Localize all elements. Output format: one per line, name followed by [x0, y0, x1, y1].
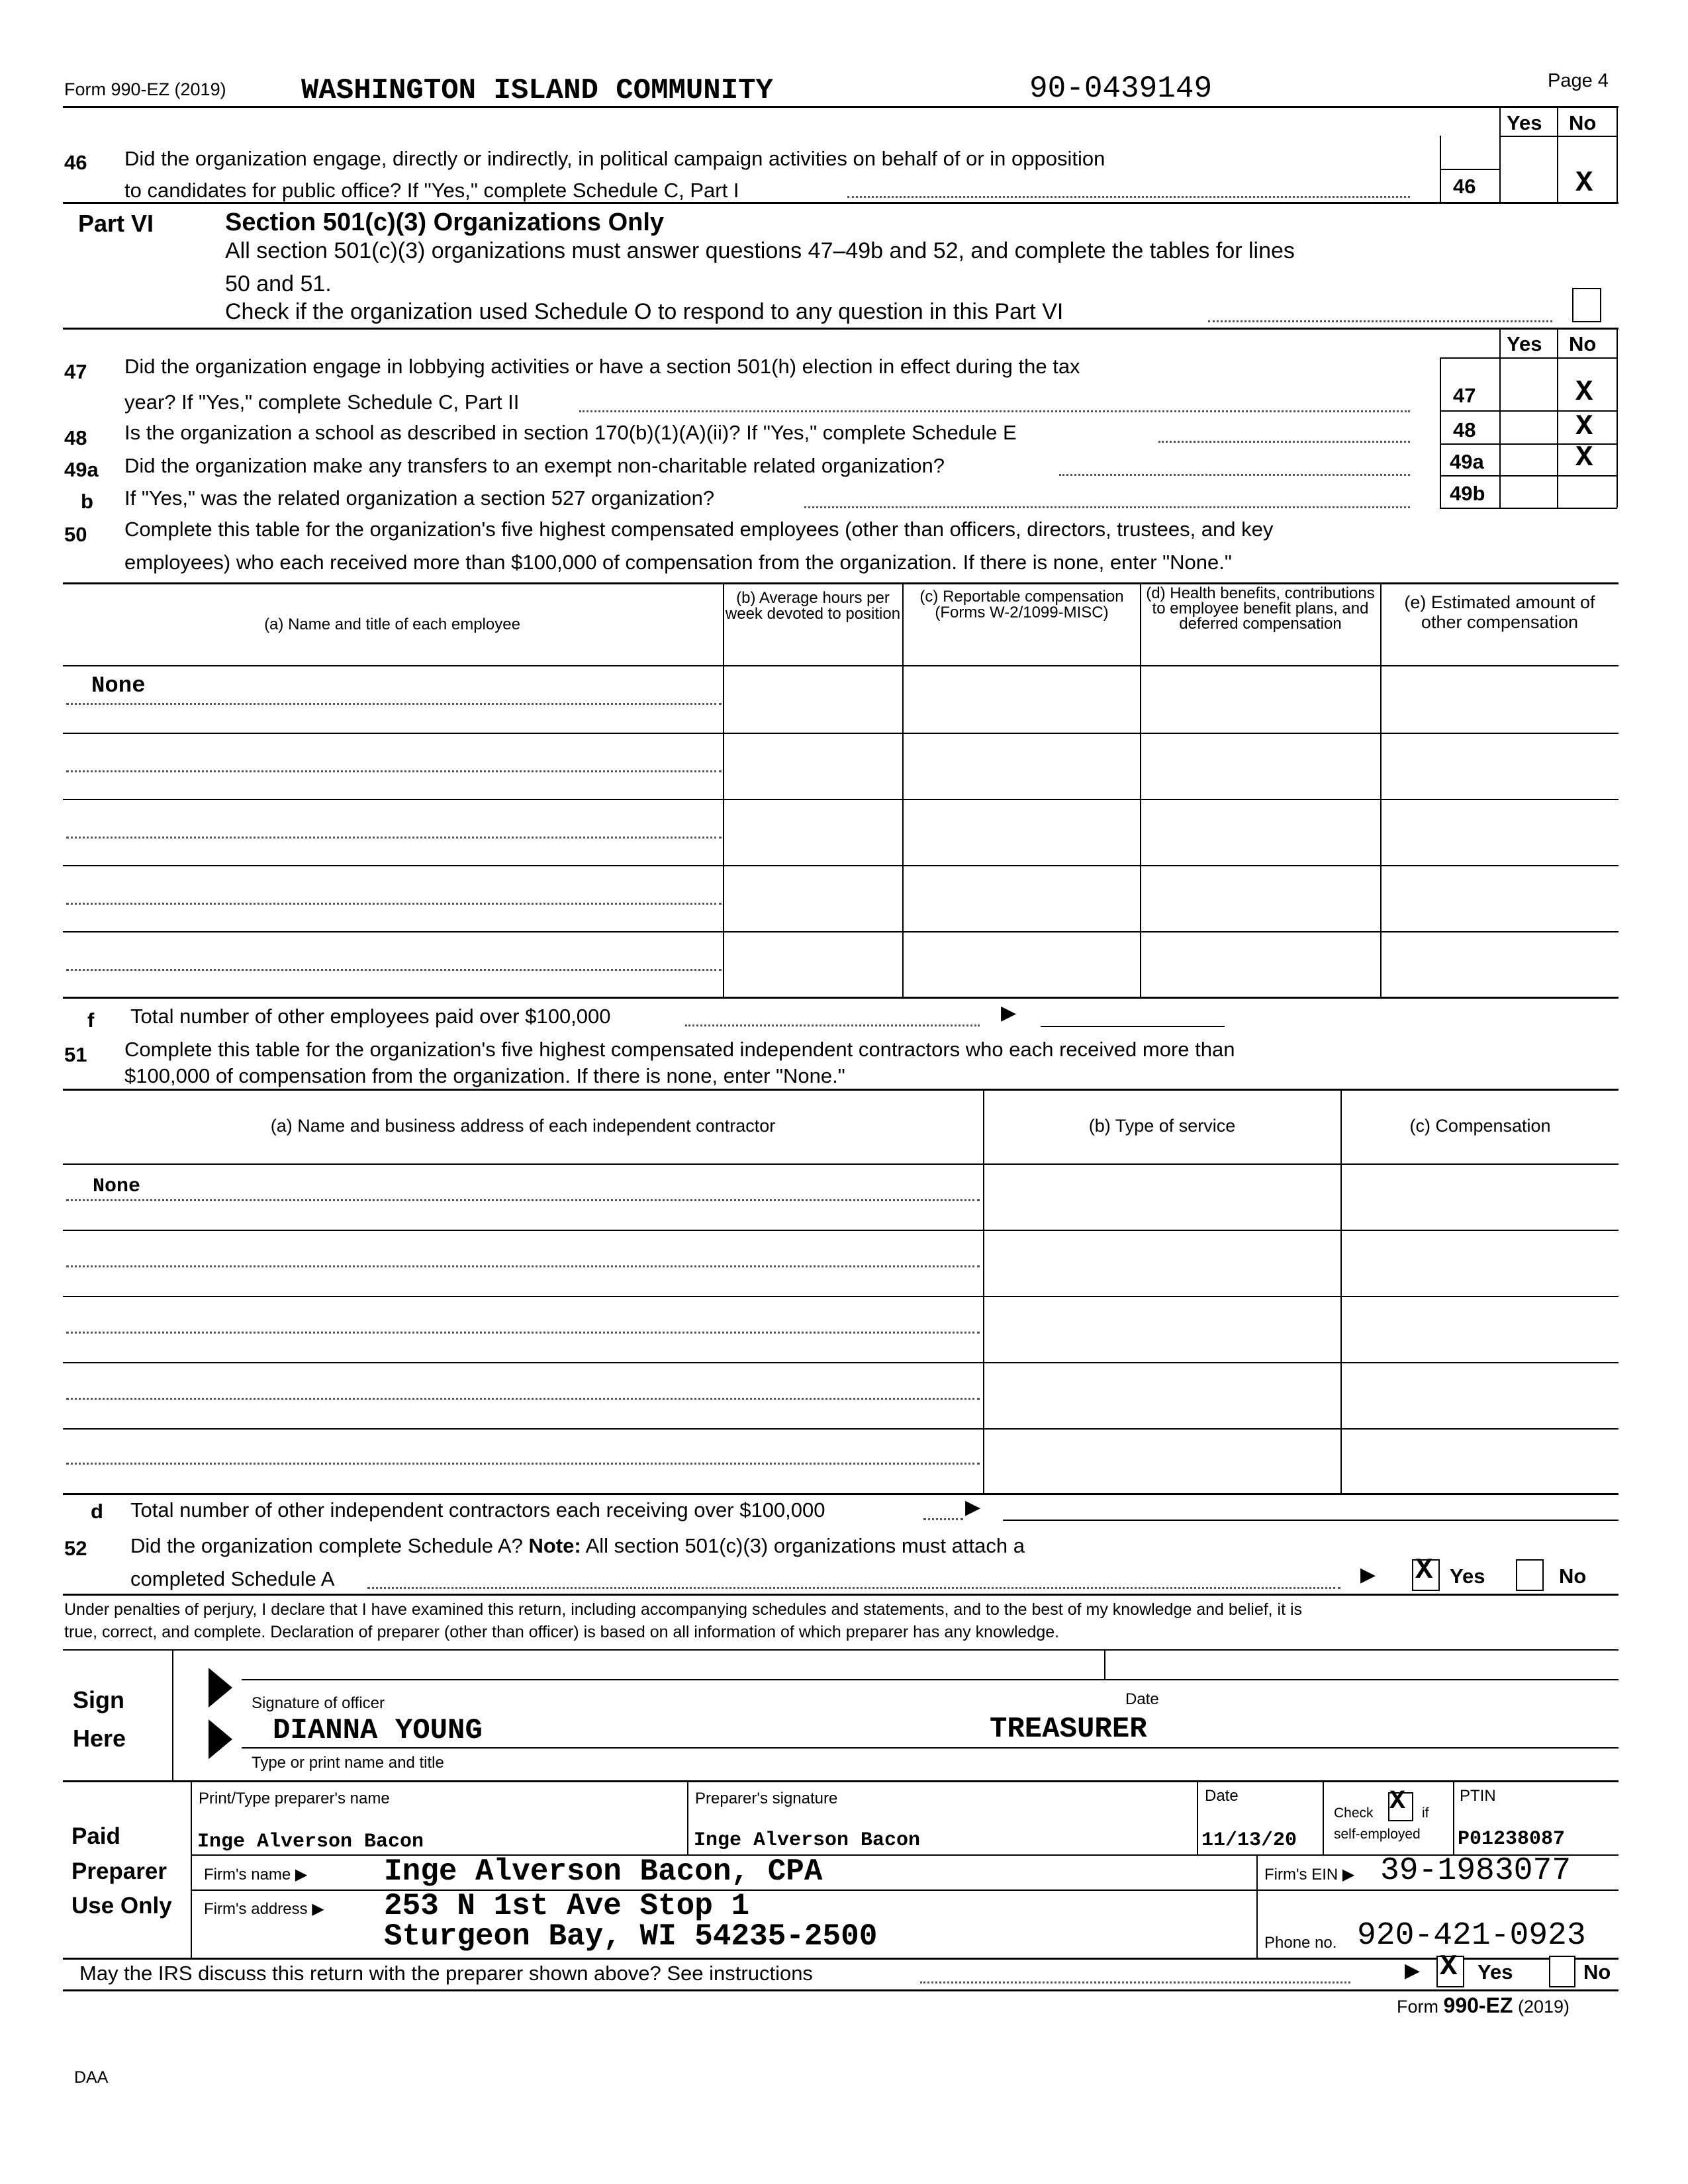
firm-ein: 39-1983077: [1380, 1853, 1571, 1889]
phone-label: Phone no.: [1264, 1934, 1337, 1952]
q50-text-line1: Complete this table for the organization's five highest compensated employees (other than officers, directors, trustees, and key: [124, 518, 1274, 541]
preparer-signature: Inge Alverson Bacon: [694, 1829, 921, 1852]
q52-text-line2: completed Schedule A: [130, 1567, 335, 1590]
self-employed-check: X: [1389, 1787, 1406, 1817]
firm-address-line1: 253 N 1st Ave Stop 1: [384, 1889, 750, 1923]
q49b-text: If "Yes," was the related organization a section 527 organization?: [124, 486, 715, 510]
officer-name-line[interactable]: [242, 1747, 1618, 1749]
q51d-letter: d: [91, 1500, 103, 1523]
employee-col-b-header: (b) Average hours per week devoted to position: [725, 589, 901, 623]
q50f-text: Total number of other employees paid over $100,000: [130, 1005, 611, 1028]
sign-label: Sign: [73, 1686, 124, 1713]
q52-arrow-icon: ▶: [1360, 1564, 1376, 1586]
q50f-letter: f: [87, 1009, 95, 1032]
q49a-no-check[interactable]: X: [1575, 441, 1593, 475]
part-vi-instruction-line2: 50 and 51.: [225, 271, 332, 296]
part-vi-title: Section 501(c)(3) Organizations Only: [225, 208, 665, 236]
irs-discuss-no-label: No: [1583, 1960, 1611, 1983]
no-column-header-2: No: [1569, 332, 1597, 355]
signature-of-officer-label: Signature of officer: [252, 1694, 385, 1712]
q47-line-box: 47: [1453, 384, 1476, 407]
contractor-row-1-name: None: [93, 1175, 141, 1198]
employee-col-a-header: (a) Name and title of each employee: [264, 615, 520, 633]
check-label: Check: [1334, 1805, 1374, 1821]
officer-title: TREASURER: [990, 1713, 1147, 1746]
preparer-date: 11/13/20: [1201, 1829, 1297, 1852]
q49a-text: Did the organization make any transfers to an exempt non-charitable related organization?: [124, 454, 945, 477]
q52-text-line1: Did the organization complete Schedule A? Note: All section 501(c)(3) organizations must attach a: [130, 1534, 1025, 1557]
irs-discuss-text: May the IRS discuss this return with the preparer shown above? See instructions: [79, 1962, 813, 1985]
contractor-col-c-header: (c) Compensation: [1409, 1116, 1551, 1136]
contractor-col-a-header: (a) Name and business address of each independent contractor: [270, 1116, 776, 1136]
q46-number: 46: [64, 151, 87, 174]
preparer-date-label: Date: [1205, 1787, 1239, 1805]
q49b-line-box: 49b: [1450, 482, 1485, 505]
q52-no-label: No: [1559, 1565, 1587, 1588]
employer-id-number: 90-0439149: [1029, 71, 1213, 106]
ptin-label: PTIN: [1460, 1787, 1496, 1805]
q47-text-line2: year? If "Yes," complete Schedule C, Part II: [124, 390, 520, 414]
q48-text: Is the organization a school as described in section 170(b)(1)(A)(ii)? If "Yes," complete Schedule E: [124, 421, 1017, 444]
irs-discuss-yes-check: X: [1440, 1950, 1458, 1983]
firm-ein-label: Firm's EIN ▶: [1264, 1866, 1355, 1884]
preparer-name-label: Print/Type preparer's name: [199, 1790, 390, 1807]
q49a-line-box: 49a: [1450, 450, 1484, 473]
type-or-print-name-label: Type or print name and title: [252, 1754, 444, 1772]
firm-address-line2: Sturgeon Bay, WI 54235-2500: [384, 1919, 878, 1954]
q51-text-line2: $100,000 of compensation from the organization. If there is none, enter "None.": [124, 1064, 845, 1087]
page-number: Page 4: [1548, 70, 1609, 91]
irs-discuss-arrow-icon: ▶: [1405, 1960, 1421, 1981]
yes-column-header: Yes: [1507, 111, 1542, 134]
q48-number: 48: [64, 426, 87, 449]
firm-name-label: Firm's name ▶: [204, 1866, 308, 1884]
preparer-phone: 920-421-0923: [1357, 1918, 1586, 1954]
employee-row-1-name: None: [91, 674, 146, 699]
q47-no-check[interactable]: X: [1575, 376, 1593, 409]
q52-no-checkbox[interactable]: [1516, 1559, 1544, 1591]
employee-col-c-header: (c) Reportable compensation (Forms W-2/1099-MISC): [919, 588, 1124, 621]
schedule-o-checkbox[interactable]: [1572, 288, 1601, 322]
preparer-label: Preparer: [71, 1858, 167, 1884]
employee-col-e-header: (e) Estimated amount of other compensation: [1404, 592, 1595, 632]
q52-yes-label: Yes: [1450, 1565, 1485, 1588]
q50f-arrow-icon: ▶: [1001, 1002, 1017, 1024]
form-label: Form 990-EZ (2019): [64, 79, 226, 99]
paid-label: Paid: [71, 1823, 120, 1849]
sign-date-label: Date: [1125, 1690, 1159, 1708]
preparer-name: Inge Alverson Bacon: [197, 1831, 424, 1853]
irs-discuss-yes-label: Yes: [1477, 1960, 1513, 1983]
q52-yes-check: X: [1415, 1554, 1433, 1587]
employee-col-d-header: (d) Health benefits, contributions to employee benefit plans, and deferred compensation: [1146, 584, 1375, 633]
q46-text-line2: to candidates for public office? If "Yes," complete Schedule C, Part I: [124, 179, 739, 202]
yes-column-header-2: Yes: [1507, 332, 1542, 355]
footer-form-label: Form 990-EZ (2019): [1397, 1993, 1570, 2017]
q51d-answer-line[interactable]: [1003, 1520, 1618, 1521]
q52-number: 52: [64, 1537, 87, 1560]
firm-name: Inge Alverson Bacon, CPA: [384, 1854, 823, 1889]
firm-address-label: Firm's address ▶: [204, 1900, 324, 1918]
q50f-answer-line[interactable]: [1041, 1026, 1225, 1027]
preparer-ptin: P01238087: [1458, 1828, 1566, 1850]
preparer-signature-label: Preparer's signature: [695, 1790, 838, 1807]
q51-number: 51: [64, 1043, 87, 1066]
q46-line-box: 46: [1453, 175, 1476, 198]
perjury-statement-line2: true, correct, and complete. Declaration of preparer (other than officer) is based on all information of which preparer has any knowledge.: [64, 1623, 1060, 1641]
q48-line-box: 48: [1453, 418, 1476, 441]
organization-name: WASHINGTON ISLAND COMMUNITY: [301, 74, 773, 107]
officer-name: DIANNA YOUNG: [273, 1714, 483, 1747]
contractor-col-b-header: (b) Type of service: [1088, 1116, 1236, 1136]
q51d-arrow-icon: ▶: [965, 1496, 981, 1518]
q47-text-line1: Did the organization engage in lobbying activities or have a section 501(h) election in effect during the tax: [124, 355, 1080, 378]
irs-discuss-no-checkbox[interactable]: [1549, 1956, 1575, 1987]
sign-arrow-icon: [209, 1668, 232, 1707]
no-column-header: No: [1569, 111, 1597, 134]
perjury-statement-line1: Under penalties of perjury, I declare that I have examined this return, including accompanying schedules and statements, and to the best of my knowledge and belief, it is: [64, 1600, 1303, 1619]
part-vi-instruction-line1: All section 501(c)(3) organizations must answer questions 47–49b and 52, and complete the tables for lines: [225, 238, 1295, 263]
q47-number: 47: [64, 360, 87, 383]
q49b-number: b: [81, 490, 93, 513]
q46-text-line1: Did the organization engage, directly or indirectly, in political campaign activities on behalf of or in opposition: [124, 147, 1105, 170]
q51-text-line1: Complete this table for the organization's five highest compensated independent contractors who each received more than: [124, 1038, 1235, 1061]
here-label: Here: [73, 1725, 126, 1752]
schedule-o-check-text: Check if the organization used Schedule O to respond to any question in this Part VI: [225, 299, 1064, 324]
q51d-text: Total number of other independent contractors each receiving over $100,000: [130, 1498, 825, 1522]
q50-number: 50: [64, 523, 87, 546]
q49a-number: 49a: [64, 458, 99, 481]
self-employed-label: self-employed: [1334, 1827, 1421, 1842]
q48-no-check[interactable]: X: [1575, 410, 1593, 443]
part-vi-label: Part VI: [78, 210, 154, 237]
daa-label: DAA: [74, 2068, 109, 2087]
q50-text-line2: employees) who each received more than $100,000 of compensation from the organization. If there is none, enter "None.": [124, 551, 1232, 574]
sign-arrow-icon-2: [209, 1719, 232, 1759]
q46-no-check[interactable]: X: [1575, 167, 1593, 200]
if-label: if: [1422, 1805, 1429, 1821]
use-only-label: Use Only: [71, 1893, 172, 1919]
officer-signature-line[interactable]: [242, 1679, 1618, 1680]
